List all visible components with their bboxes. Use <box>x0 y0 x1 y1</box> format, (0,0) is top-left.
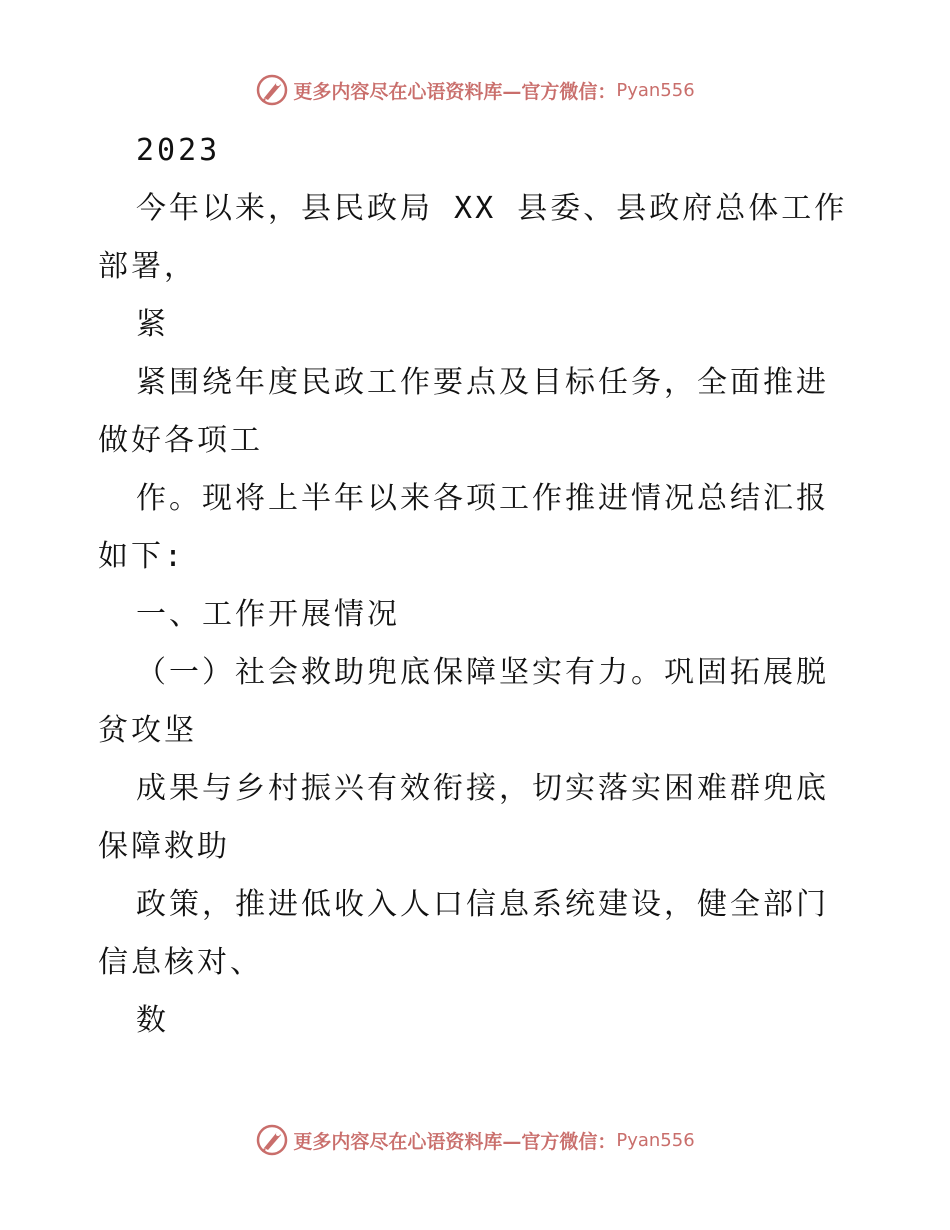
quill-pen-logo-icon <box>255 1123 289 1157</box>
paragraph: 政策，推进低收入人口信息系统建设，健全部门信息核对、 <box>98 887 829 980</box>
footer-watermark <box>0 1120 950 1160</box>
document-body <box>98 122 858 1050</box>
paragraph: 今年以来，县民政局 XX 县委、县政府总体工作部署， <box>98 191 848 284</box>
paragraph: 数 <box>136 1003 169 1038</box>
header-watermark <box>0 70 950 110</box>
paragraph: （一）社会救助兜底保障坚实有力。巩固拓展脱贫攻坚 <box>98 655 829 748</box>
paragraph-year: 2023 <box>136 133 221 168</box>
quill-pen-logo-icon <box>255 73 289 107</box>
watermark-text: 更多内容尽在心语资料库—官方微信： <box>293 80 617 103</box>
paragraph: 紧围绕年度民政工作要点及目标任务，全面推进做好各项工 <box>98 365 829 458</box>
watermark-wechat-id: Pyan556 <box>616 79 695 101</box>
section-heading: 一、工作开展情况 <box>136 597 400 632</box>
paragraph: 紧 <box>136 307 169 342</box>
paragraph: 作。现将上半年以来各项工作推进情况总结汇报如下: <box>98 481 829 574</box>
watermark-wechat-id: Pyan556 <box>616 1129 695 1151</box>
paragraph: 成果与乡村振兴有效衔接，切实落实困难群兜底保障救助 <box>98 771 829 864</box>
watermark-text: 更多内容尽在心语资料库—官方微信： <box>293 1130 617 1153</box>
